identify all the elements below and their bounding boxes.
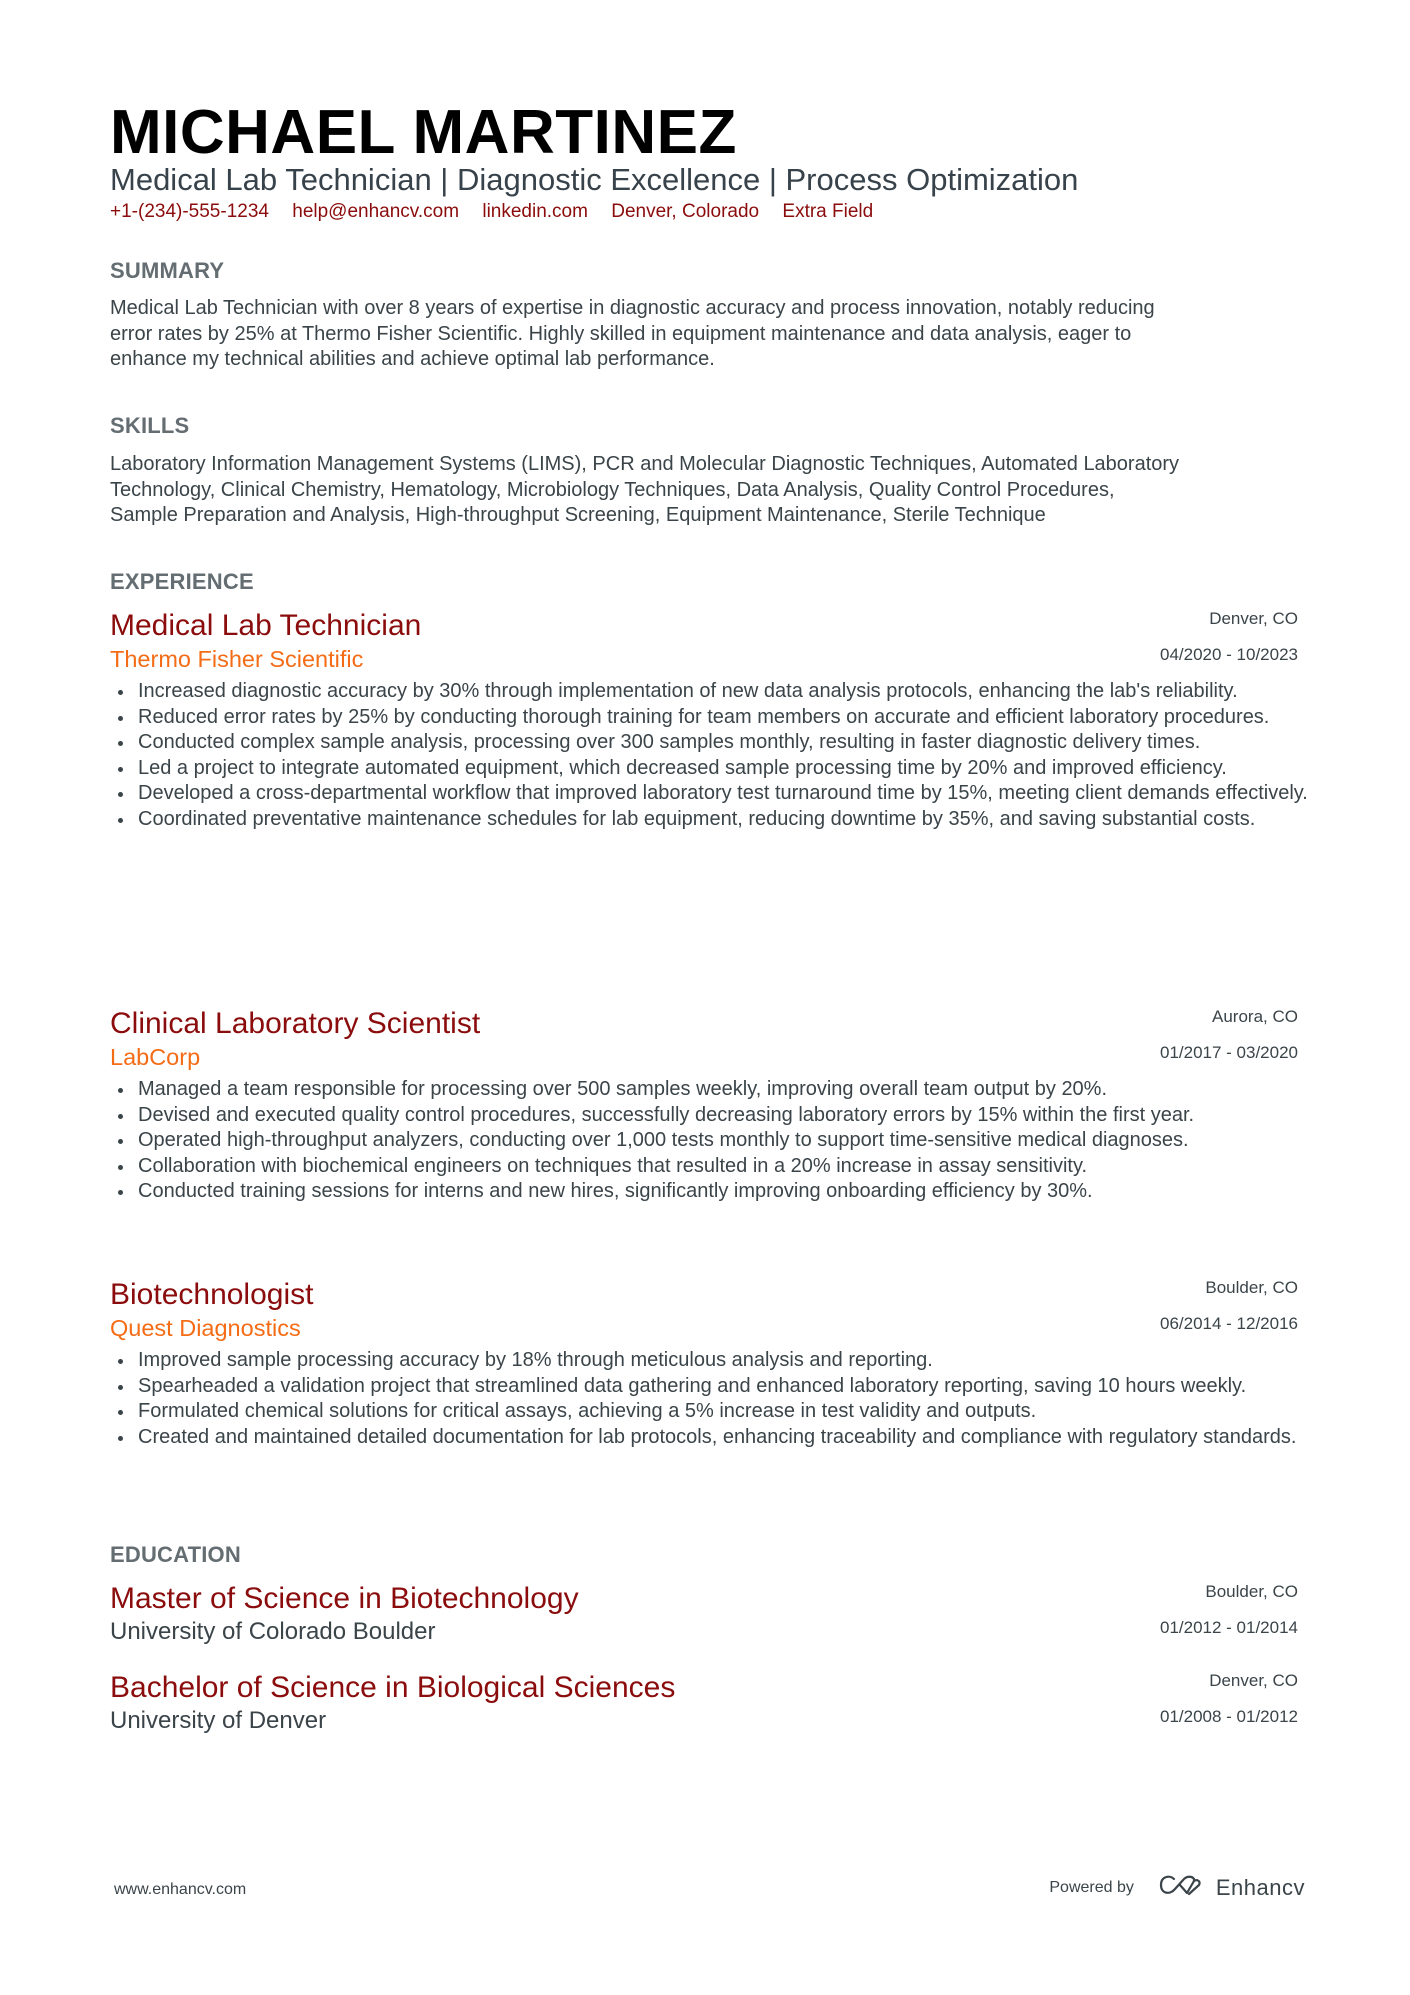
powered-by-label: Powered by <box>1049 1879 1134 1896</box>
job-bullets <box>110 1077 1328 1205</box>
bullet-item: Created and maintained detailed documentation for lab protocols, enhancing traceability and compliance with regulatory standards. <box>138 1425 1328 1451</box>
job-dates: 06/2014 - 12/2016 <box>1159 1314 1298 1333</box>
bullet-item: Improved sample processing accuracy by 18% through meticulous analysis and reporting. <box>138 1348 1328 1374</box>
job-company: Quest Diagnostics <box>110 1315 301 1341</box>
bullet-item: Managed a team responsible for processing over 500 samples weekly, improving overall team output by 20%. <box>138 1077 1328 1103</box>
school-name: University of Denver <box>110 1707 327 1734</box>
edu-dates: 01/2012 - 01/2014 <box>1159 1618 1298 1637</box>
extra-field: Extra Field <box>782 201 874 222</box>
job-dates: 01/2017 - 03/2020 <box>1159 1043 1298 1062</box>
skills-heading: SKILLS <box>110 413 190 438</box>
skills-line: Technology, Clinical Chemistry, Hematology, Microbiology Techniques, Data Analysis, Quality Control Procedures, <box>110 478 1115 501</box>
brand-name: Enhancv <box>1215 1875 1305 1900</box>
edu-location: Denver, CO <box>1209 1671 1298 1690</box>
job-dates: 04/2020 - 10/2023 <box>1159 645 1298 664</box>
email-link[interactable]: help@enhancv.com <box>292 201 460 222</box>
bullet-item: Increased diagnostic accuracy by 30% through implementation of new data analysis protocols, enhancing the lab's reliability. <box>138 679 1328 705</box>
job-location: Aurora, CO <box>1212 1007 1298 1026</box>
location: Denver, Colorado <box>611 201 760 222</box>
skills-text <box>110 452 1310 529</box>
bullet-item: Conducted training sessions for interns and new hires, significantly improving onboarding efficiency by 30%. <box>138 1179 1328 1205</box>
summary-line: enhance my technical abilities and achieve optimal lab performance. <box>110 348 715 370</box>
job-bullets <box>110 1348 1328 1450</box>
bullet-item: Conducted complex sample analysis, processing over 300 samples monthly, resulting in faster diagnostic delivery times. <box>138 730 1328 756</box>
bullet-item: Developed a cross-departmental workflow that improved laboratory test turnaround time by 15%, meeting client demands effectively. <box>138 781 1328 807</box>
degree-title: Master of Science in Biotechnology <box>110 1582 579 1615</box>
phone-link[interactable]: +1-(234)-555-1234 <box>110 201 269 222</box>
job-bullets <box>110 679 1328 832</box>
bullet-item: Collaboration with biochemical engineers on techniques that resulted in a 20% increase in assay sensitivity. <box>138 1154 1328 1180</box>
summary-line: Medical Lab Technician with over 8 years of expertise in diagnostic accuracy and process innovation, notably reducing <box>110 297 1155 319</box>
contact-info <box>110 200 891 224</box>
summary-text <box>110 296 1310 373</box>
edu-location: Boulder, CO <box>1205 1582 1298 1601</box>
enhancv-brand[interactable] <box>1158 1873 1305 1903</box>
school-name: University of Colorado Boulder <box>110 1618 436 1645</box>
job-title: Biotechnologist <box>110 1278 314 1311</box>
bullet-item: Devised and executed quality control procedures, successfully decreasing laboratory errors by 15% within the first year. <box>138 1103 1328 1129</box>
job-location: Denver, CO <box>1209 609 1298 628</box>
bullet-item: Led a project to integrate automated equipment, which decreased sample processing time by 20% and improved efficiency. <box>138 756 1328 782</box>
degree-title: Bachelor of Science in Biological Sciences <box>110 1671 676 1704</box>
skills-line: Sample Preparation and Analysis, High-throughput Screening, Equipment Maintenance, Sterile Technique <box>110 504 1046 526</box>
summary-heading: SUMMARY <box>110 258 225 283</box>
job-company: LabCorp <box>110 1044 201 1070</box>
bullet-item: Coordinated preventative maintenance schedules for lab equipment, reducing downtime by 35%, and saving substantial costs. <box>138 807 1328 833</box>
summary-line: error rates by 25% at Thermo Fisher Scientific. Highly skilled in equipment maintenance and data analysis, eager to <box>110 322 1132 345</box>
job-title: Clinical Laboratory Scientist <box>110 1007 481 1040</box>
job-location: Boulder, CO <box>1205 1278 1298 1297</box>
experience-heading: EXPERIENCE <box>110 569 254 594</box>
education-heading: EDUCATION <box>110 1542 241 1567</box>
skills-line: Laboratory Information Management Systems (LIMS), PCR and Molecular Diagnostic Techniques, Automated Laboratory <box>110 453 1180 475</box>
bullet-item: Operated high-throughput analyzers, conducting over 1,000 tests monthly to support time-sensitive medical diagnoses. <box>138 1128 1328 1154</box>
edu-dates: 01/2008 - 01/2012 <box>1159 1707 1298 1726</box>
job-title: Medical Lab Technician <box>110 609 422 642</box>
linkedin-link[interactable]: linkedin.com <box>482 201 588 222</box>
bullet-item: Spearheaded a validation project that streamlined data gathering and enhanced laboratory reporting, saving 10 hours weekly. <box>138 1374 1328 1400</box>
candidate-headline: Medical Lab Technician | Diagnostic Excellence | Process Optimization <box>110 162 1079 197</box>
footer-website-link[interactable]: www.enhancv.com <box>114 1881 247 1898</box>
bullet-item: Formulated chemical solutions for critical assays, achieving a 5% increase in test validity and outputs. <box>138 1399 1328 1425</box>
enhancv-logo-icon <box>1158 1873 1204 1903</box>
footer-branding <box>1049 1873 1305 1903</box>
candidate-name: MICHAEL MARTINEZ <box>110 98 737 167</box>
job-company: Thermo Fisher Scientific <box>110 646 364 672</box>
bullet-item: Reduced error rates by 25% by conducting thorough training for team members on accurate and efficient laboratory procedures. <box>138 705 1328 731</box>
